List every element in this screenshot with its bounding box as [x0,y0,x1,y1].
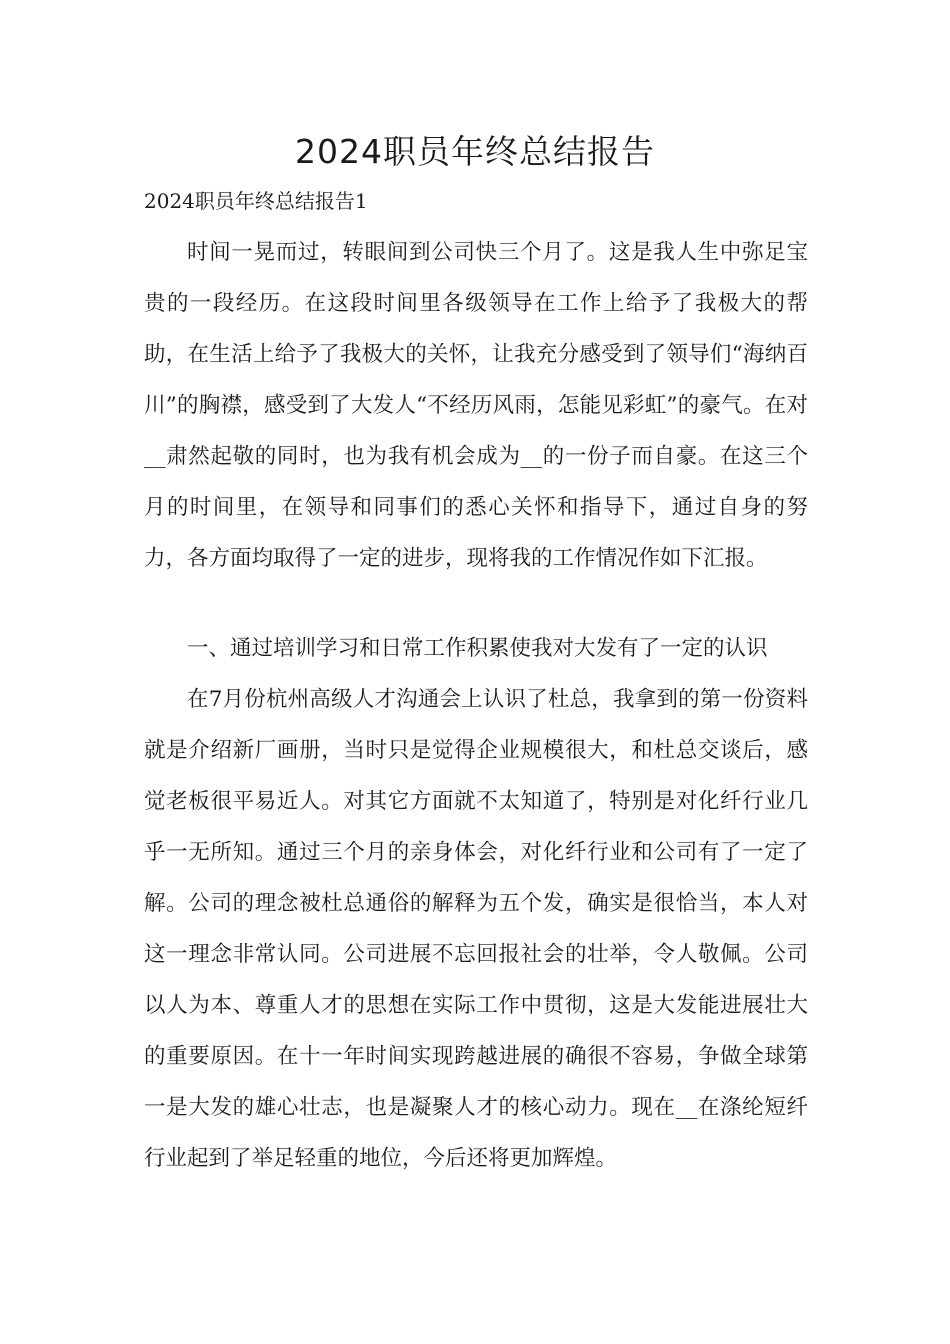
section-subtitle: 2024职员年终总结报告1 [144,189,368,213]
paragraph-section-1: 在7月份杭州高级人才沟通会上认识了杜总，我拿到的第一份资料就是介绍新厂画册，当时只是觉得企业规模很大，和杜总交谈后，感觉老板很平易近人。对其它方面就不太知道了，特别是对化纤行业几乎一无所知。通过三个月的亲身体会，对化纤行业和公司有了一定了解。公司的理念被杜总通俗的解释为五个发，确实是很恰当，本人对这一理念非常认同。公司进展不忘回报社会的壮举，令人敬佩。公司以人为本、尊重人才的思想在实际工作中贯彻，这是大发能进展壮大的重要原因。在十一年时间实现跨越进展的确很不容易，争做全球第一是大发的雄心壮志，也是凝聚人才的核心动力。现在__在涤纶短纤行业起到了举足轻重的地位，今后还将更加辉煌。 [144,687,808,1171]
paragraph-intro: 时间一晃而过，转眼间到公司快三个月了。这是我人生中弥足宝贵的一段经历。在这段时间里各级领导在工作上给予了我极大的帮助，在生活上给予了我极大的关怀，让我充分感受到了领导们“海纳百川”的胸襟，感受到了大发人“不经历风雨，怎能见彩虹”的豪气。在对__肃然起敬的同时，也为我有机会成为__的一份子而自豪。在这三个月的时间里，在领导和同事们的悉心关怀和指导下，通过自身的努力，各方面均取得了一定的进步，现将我的工作情况作如下汇报。 [144,240,808,571]
document-title: 2024职员年终总结报告 [295,132,655,171]
section-heading-1: 一、通过培训学习和日常工作积累使我对大发有了一定的认识 [187,636,768,661]
